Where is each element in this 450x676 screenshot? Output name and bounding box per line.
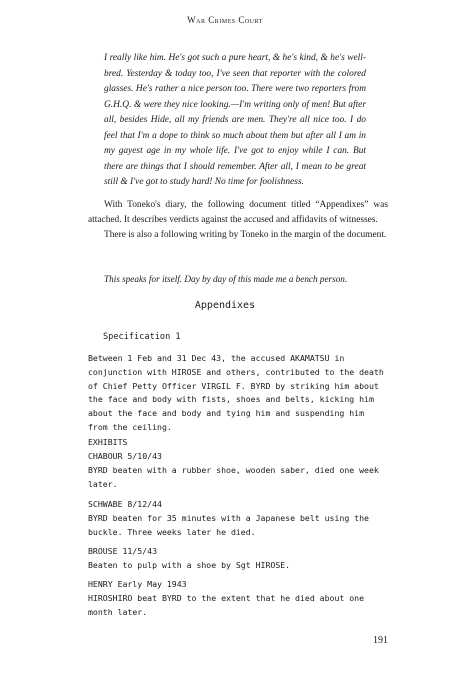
exhibits-label: EXHIBITS — [88, 437, 128, 447]
exhibit-text: HIROSHIRO beat BYRD to the extent that he died about one month later. — [88, 593, 365, 617]
exhibit-text: Beaten to pulp with a shoe by Sgt HIROSE. — [88, 560, 291, 570]
page-number: 191 — [373, 635, 388, 646]
exhibit-heading: BROUSE 11/5/43 — [88, 546, 158, 556]
running-head: War Crimes Court — [187, 15, 263, 25]
appendix-title: Appendixes — [194, 300, 256, 311]
exhibit-heading: SCHWABE 8/12/44 — [88, 499, 162, 509]
narrative-paragraph-1: With Toneko's diary, the following document titled “Appendixes” was attached. It describes verdicts against the accused and affidavits of witnesses. — [88, 200, 388, 225]
narrative-paragraph-2: There is also a following writing by Toneko in the margin of the document. — [104, 230, 387, 240]
exhibit-text: BYRD beaten with a rubber shoe, wooden saber, died one week later. — [88, 465, 379, 489]
specification-title: Specification 1 — [103, 332, 181, 342]
margin-note: This speaks for itself. Day by day of this made me a bench person. — [104, 274, 348, 284]
exhibit-heading: CHABOUR 5/10/43 — [88, 451, 162, 461]
diary-entry: I really like him. He's got such a pure heart, & he's kind, & he's well-bred. Yesterday & today too, I've seen that reporter with the colored glasses. He's rather a nice person too. There were two reporters from G.H.Q. & were they nice looking.—I'm writing only of men! But after all, besides Hide, all my friends are men. They're all nice too. I do feel that I'm a dope to think so much about them but after all I am in my gayest age in my whole life. I've got to enjoy while I can. But there are things that I should remember. After all, I mean to be great still & I've got to study hard! No time for foolishness. — [104, 53, 366, 187]
exhibit-heading: HENRY Early May 1943 — [88, 579, 187, 589]
exhibit-text: BYRD beaten for 35 minutes with a Japanese belt using the buckle. Three weeks later he died. — [88, 513, 369, 537]
specification-text: Between 1 Feb and 31 Dec 43, the accused AKAMATSU in conjunction with HIROSE and others, contributed to the death of Chief Petty Officer VIRGIL F. BYRD by striking him about the face and body with fists, shoes and belts, kicking him about the face and body and tying him and suspending him from the ceiling. — [88, 353, 384, 432]
